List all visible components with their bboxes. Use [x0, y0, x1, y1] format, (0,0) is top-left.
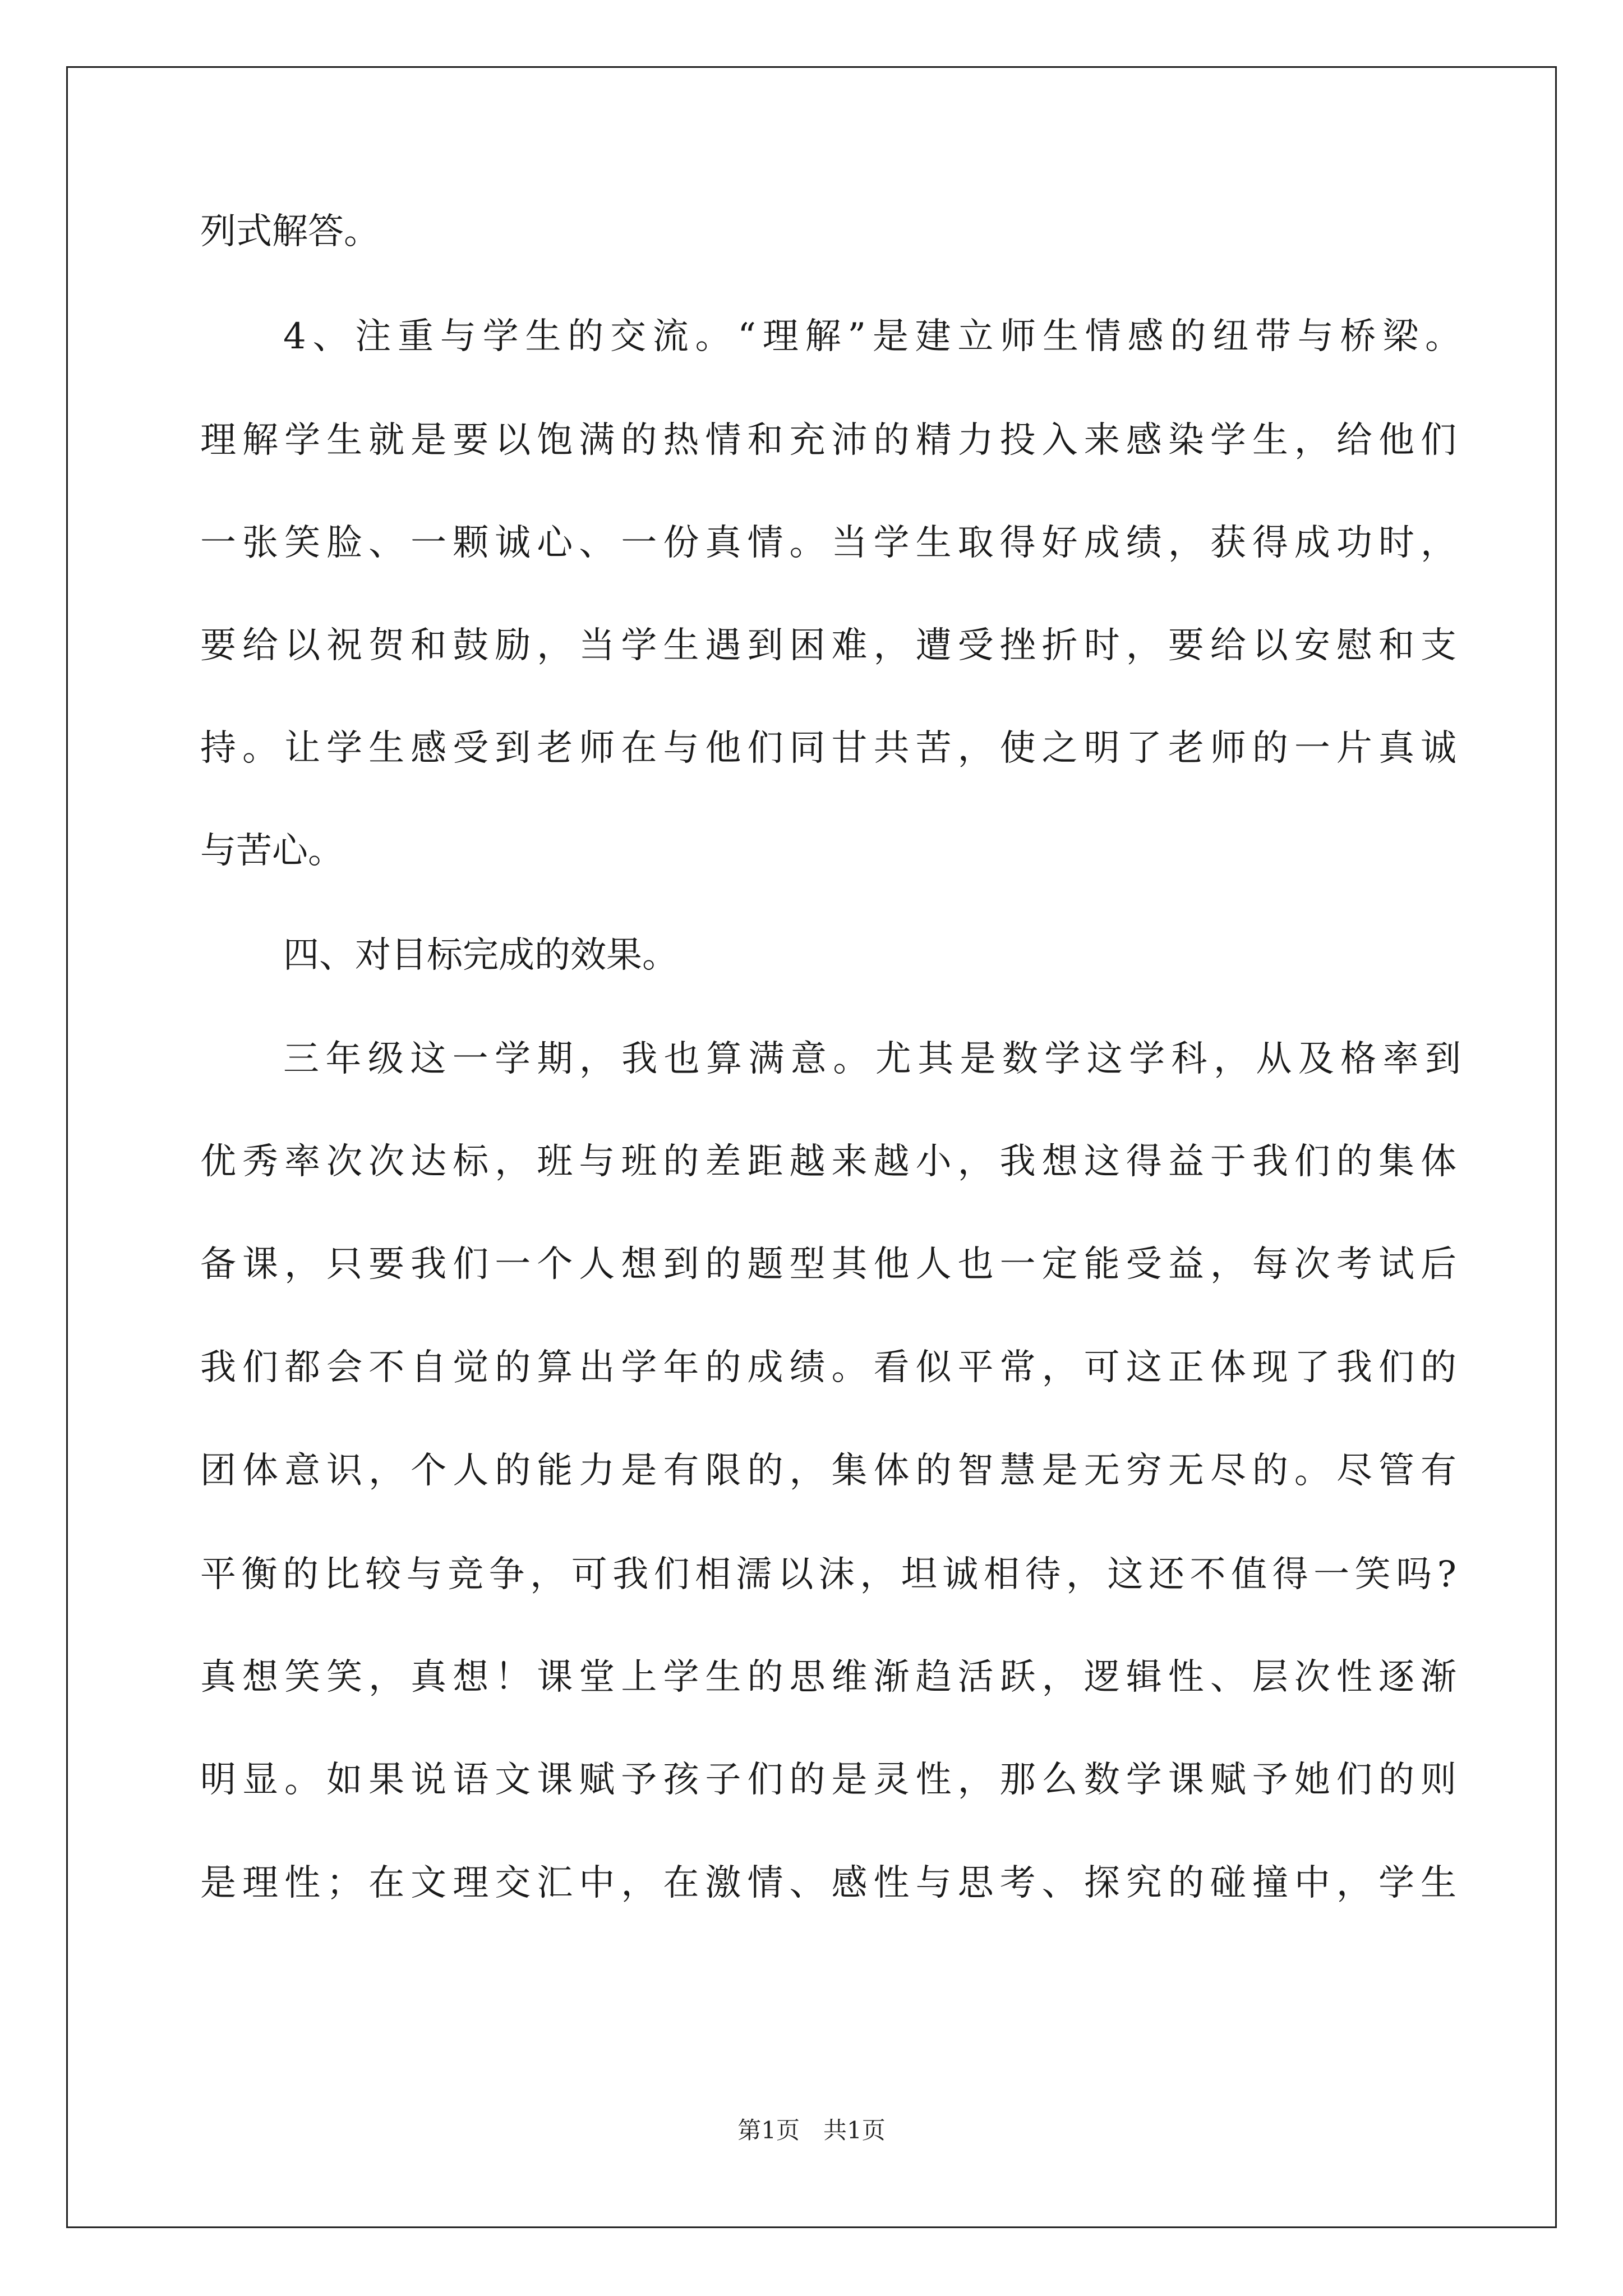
paragraph-line: 真想笑笑，真想！课堂上学生的思维渐趋活跃，逻辑性、层次性逐渐: [200, 1657, 1456, 1698]
paragraph-line: 明显。如果说语文课赋予孩子们的是灵性，那么数学课赋予她们的则: [200, 1759, 1456, 1801]
paragraph-line: 理解学生就是要以饱满的热情和充沛的精力投入来感染学生，给他们: [200, 420, 1456, 461]
paragraph-line: 列式解答。: [200, 211, 380, 252]
paragraph-line: 与苦心。: [200, 830, 344, 872]
paragraph-line: 4、注重与学生的交流。“理解”是建立师生情感的纽带与桥梁。: [283, 316, 1461, 357]
paragraph-line: 是理性；在文理交汇中，在激情、感性与思考、探究的碰撞中，学生: [200, 1862, 1456, 1904]
section-heading: 四、对目标完成的效果。: [283, 935, 678, 976]
paragraph-line: 我们都会不自觉的算出学年的成绩。看似平常，可这正体现了我们的: [200, 1347, 1456, 1388]
page-number-footer: 第1页 共1页: [737, 2116, 886, 2144]
paragraph-line: 团体意识，个人的能力是有限的，集体的智慧是无穷无尽的。尽管有: [200, 1450, 1456, 1492]
paragraph-line: 持。让学生感受到老师在与他们同甘共苦，使之明了老师的一片真诚: [200, 728, 1456, 769]
paragraph-line: 一张笑脸、一颗诚心、一份真情。当学生取得好成绩，获得成功时，: [200, 522, 1456, 564]
paragraph-line: 备课，只要我们一个人想到的题型其他人也一定能受益，每次考试后: [200, 1244, 1456, 1285]
paragraph-line: 优秀率次次达标，班与班的差距越来越小，我想这得益于我们的集体: [200, 1141, 1456, 1182]
paragraph-line: 要给以祝贺和鼓励，当学生遇到困难，遭受挫折时，要给以安慰和支: [200, 625, 1456, 666]
paragraph-line: 三年级这一学期，我也算满意。尤其是数学这学科，从及格率到: [283, 1038, 1461, 1080]
paragraph-line: 平衡的比较与竞争，可我们相濡以沫，坦诚相待，这还不值得一笑吗?: [200, 1554, 1456, 1595]
